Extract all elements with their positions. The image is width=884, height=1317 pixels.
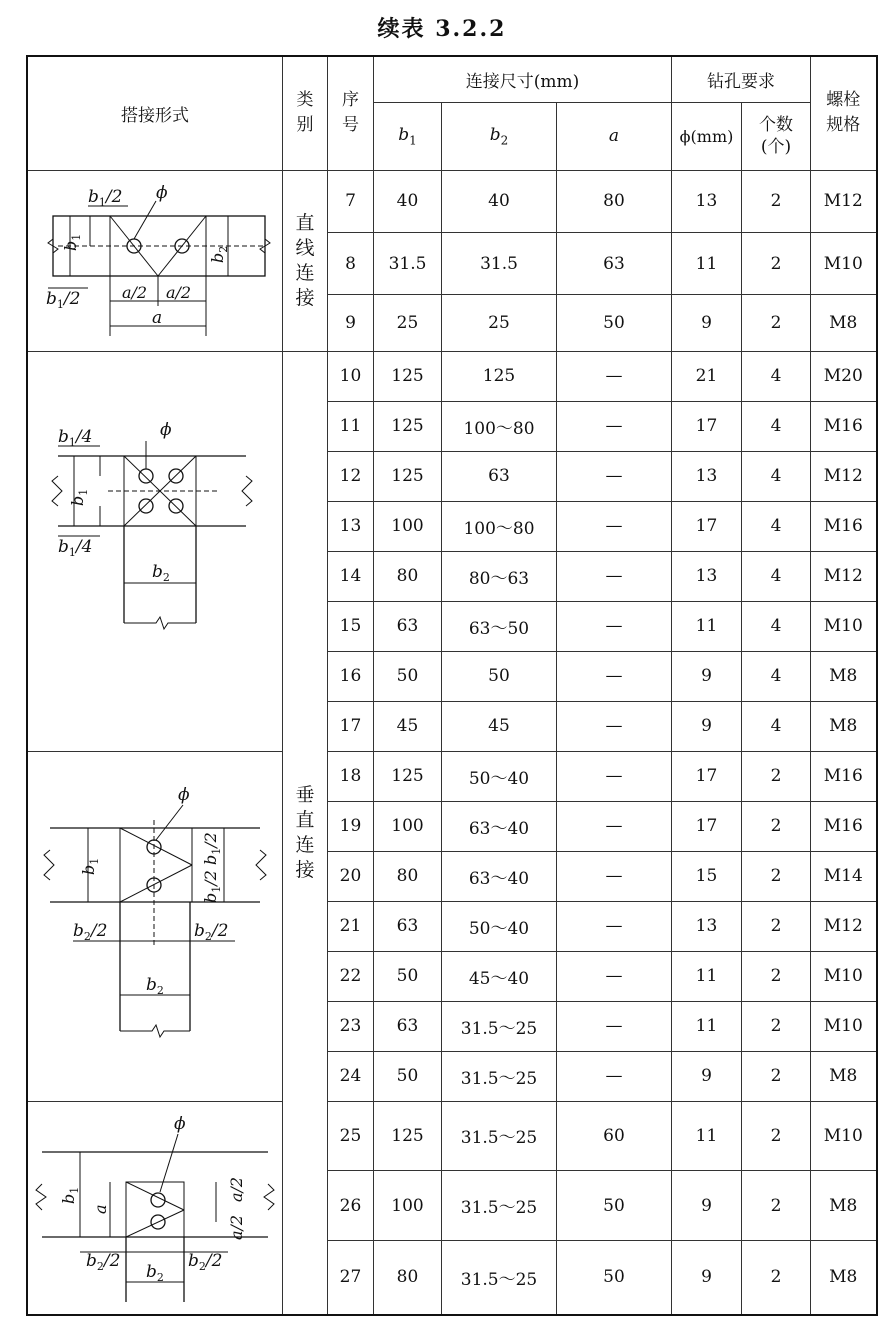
cell-phi: 17 bbox=[672, 501, 742, 551]
cell-b1: 31.5 bbox=[374, 232, 442, 294]
cell-bolt: M20 bbox=[811, 351, 877, 401]
cell-a: — bbox=[557, 401, 672, 451]
diagram-cell bbox=[27, 170, 283, 351]
svg-text:b1/2: $b_1/2$ bbox=[88, 186, 123, 209]
cell-bolt: M8 bbox=[811, 1241, 877, 1315]
svg-text:a: a bbox=[91, 1203, 110, 1214]
cell-b2: 31.5～25 bbox=[442, 1051, 557, 1101]
cell-n: 4 bbox=[742, 401, 811, 451]
svg-text:b1/2: $b_1/2$ bbox=[201, 869, 223, 903]
cell-a: — bbox=[557, 1001, 672, 1051]
cell-b1: 100 bbox=[374, 801, 442, 851]
svg-text:b2/2: $b_2/2$ bbox=[188, 1250, 223, 1273]
cell-b1: 63 bbox=[374, 1001, 442, 1051]
cell-b2: 40 bbox=[442, 170, 557, 232]
header-category-text: 类 别 bbox=[296, 90, 314, 136]
svg-text:ϕ: ϕ bbox=[156, 182, 168, 203]
table-row bbox=[27, 1101, 877, 1171]
cell-n: 4 bbox=[742, 701, 811, 751]
cell-b2: 31.5～25 bbox=[442, 1171, 557, 1241]
svg-text:b2/2: $b_2/2$ bbox=[86, 1250, 121, 1273]
cell-bolt: M12 bbox=[811, 170, 877, 232]
header-a: a bbox=[557, 102, 672, 170]
table-row bbox=[27, 170, 877, 232]
cell-phi: 9 bbox=[672, 651, 742, 701]
cell-phi: 9 bbox=[672, 701, 742, 751]
cell-n: 4 bbox=[742, 601, 811, 651]
cell-b2: 31.5～25 bbox=[442, 1241, 557, 1315]
cell-bolt: M16 bbox=[811, 751, 877, 801]
cell-phi: 21 bbox=[672, 351, 742, 401]
cell-n: 2 bbox=[742, 951, 811, 1001]
svg-text:a/2: a/2 bbox=[227, 1214, 246, 1240]
svg-text:b1: $b_1$ bbox=[79, 857, 101, 875]
cell-b1: 25 bbox=[374, 295, 442, 351]
cell-n: 4 bbox=[742, 451, 811, 501]
cell-n: 2 bbox=[742, 232, 811, 294]
cell-b2: 125 bbox=[442, 351, 557, 401]
svg-text:ϕ: ϕ bbox=[178, 784, 190, 805]
cell-b1: 125 bbox=[374, 401, 442, 451]
cell-n: 2 bbox=[742, 295, 811, 351]
cell-seq: 26 bbox=[328, 1171, 374, 1241]
cell-seq: 9 bbox=[328, 295, 374, 351]
cell-b2: 45 bbox=[442, 701, 557, 751]
cell-phi: 17 bbox=[672, 401, 742, 451]
header-conn-size: 连接尺寸(mm) bbox=[374, 56, 672, 102]
cell-b1: 125 bbox=[374, 1101, 442, 1171]
svg-text:b2: $b_2$ bbox=[146, 974, 164, 997]
cell-b2: 50 bbox=[442, 651, 557, 701]
cell-bolt: M8 bbox=[811, 1171, 877, 1241]
cell-b1: 125 bbox=[374, 751, 442, 801]
cell-n: 4 bbox=[742, 501, 811, 551]
cell-n: 4 bbox=[742, 351, 811, 401]
svg-text:b1/4: $b_1/4$ bbox=[58, 427, 93, 449]
cell-b1: 80 bbox=[374, 1241, 442, 1315]
svg-text:b1: $b_1$ bbox=[59, 1186, 81, 1204]
cell-seq: 11 bbox=[328, 401, 374, 451]
cell-bolt: M14 bbox=[811, 851, 877, 901]
header-count bbox=[742, 102, 811, 170]
cell-b1: 80 bbox=[374, 851, 442, 901]
cell-phi: 15 bbox=[672, 851, 742, 901]
cell-b1: 50 bbox=[374, 951, 442, 1001]
cell-b2: 25 bbox=[442, 295, 557, 351]
svg-text:b2/2: $b_2/2$ bbox=[73, 920, 108, 943]
diagram-cell bbox=[27, 351, 283, 751]
cell-bolt: M8 bbox=[811, 295, 877, 351]
cell-seq: 27 bbox=[328, 1241, 374, 1315]
cell-phi: 17 bbox=[672, 751, 742, 801]
cell-bolt: M8 bbox=[811, 651, 877, 701]
category-cell: 垂 直 连 接 bbox=[283, 351, 328, 1315]
cell-b1: 50 bbox=[374, 1051, 442, 1101]
cell-b1: 80 bbox=[374, 551, 442, 601]
svg-text:ϕ: ϕ bbox=[174, 1113, 186, 1134]
cell-b1: 50 bbox=[374, 651, 442, 701]
diagram-cell bbox=[27, 1101, 283, 1315]
cell-a: — bbox=[557, 451, 672, 501]
cell-b2: 63～50 bbox=[442, 601, 557, 651]
table-row bbox=[27, 751, 877, 801]
cell-a: 50 bbox=[557, 1171, 672, 1241]
tee-2bolt-diagram bbox=[28, 755, 282, 1098]
cell-seq: 10 bbox=[328, 351, 374, 401]
svg-text:b1/2: $b_1/2$ bbox=[46, 288, 81, 311]
cell-b2: 50～40 bbox=[442, 901, 557, 951]
cell-seq: 15 bbox=[328, 601, 374, 651]
cell-n: 2 bbox=[742, 170, 811, 232]
cell-b1: 45 bbox=[374, 701, 442, 751]
cell-bolt: M10 bbox=[811, 601, 877, 651]
cell-n: 2 bbox=[742, 1101, 811, 1171]
cell-phi: 11 bbox=[672, 232, 742, 294]
header-category bbox=[283, 56, 328, 170]
header-count-text: 个数 (个) bbox=[759, 115, 793, 157]
cell-phi: 9 bbox=[672, 1051, 742, 1101]
cell-a: — bbox=[557, 1051, 672, 1101]
cell-b2: 31.5～25 bbox=[442, 1001, 557, 1051]
cell-a: 50 bbox=[557, 295, 672, 351]
tee-4bolt-diagram bbox=[28, 361, 282, 741]
cell-n: 2 bbox=[742, 801, 811, 851]
header-seq bbox=[328, 56, 374, 170]
cell-b1: 63 bbox=[374, 601, 442, 651]
cell-a: — bbox=[557, 801, 672, 851]
cell-a: — bbox=[557, 751, 672, 801]
connection-table bbox=[26, 55, 878, 1316]
cell-a: — bbox=[557, 651, 672, 701]
cell-phi: 11 bbox=[672, 951, 742, 1001]
svg-text:b1: $b_1$ bbox=[68, 488, 90, 506]
svg-text:b2: $b_2$ bbox=[146, 1261, 164, 1284]
svg-text:b1/4: $b_1/4$ bbox=[58, 537, 93, 559]
cell-seq: 8 bbox=[328, 232, 374, 294]
cell-phi: 13 bbox=[672, 451, 742, 501]
cell-a: 50 bbox=[557, 1241, 672, 1315]
cell-b1: 63 bbox=[374, 901, 442, 951]
cell-bolt: M16 bbox=[811, 401, 877, 451]
cell-b2: 31.5 bbox=[442, 232, 557, 294]
cell-phi: 17 bbox=[672, 801, 742, 851]
header-bolt bbox=[811, 56, 877, 170]
cell-b1: 100 bbox=[374, 1171, 442, 1241]
cell-seq: 24 bbox=[328, 1051, 374, 1101]
cell-a: — bbox=[557, 501, 672, 551]
cell-phi: 9 bbox=[672, 1171, 742, 1241]
cell-bolt: M12 bbox=[811, 451, 877, 501]
straight-joint-diagram bbox=[28, 171, 282, 351]
cell-n: 2 bbox=[742, 851, 811, 901]
cell-b2: 100～80 bbox=[442, 401, 557, 451]
cell-phi: 11 bbox=[672, 1001, 742, 1051]
cell-a: — bbox=[557, 551, 672, 601]
header-b1: $b_1$ bbox=[374, 102, 442, 170]
cell-bolt: M8 bbox=[811, 701, 877, 751]
cell-n: 2 bbox=[742, 1051, 811, 1101]
cell-seq: 21 bbox=[328, 901, 374, 951]
cell-a: — bbox=[557, 851, 672, 901]
svg-text:ϕ: ϕ bbox=[160, 420, 172, 440]
cell-b1: 40 bbox=[374, 170, 442, 232]
cell-phi: 13 bbox=[672, 901, 742, 951]
cell-bolt: M10 bbox=[811, 951, 877, 1001]
cell-b1: 125 bbox=[374, 351, 442, 401]
cell-seq: 22 bbox=[328, 951, 374, 1001]
cell-phi: 11 bbox=[672, 601, 742, 651]
cell-b1: 100 bbox=[374, 501, 442, 551]
cell-seq: 17 bbox=[328, 701, 374, 751]
cell-n: 2 bbox=[742, 1171, 811, 1241]
svg-text:a/2: a/2 bbox=[166, 282, 192, 302]
cell-b2: 80～63 bbox=[442, 551, 557, 601]
cell-b1: 125 bbox=[374, 451, 442, 501]
svg-text:b2/2: $b_2/2$ bbox=[194, 920, 229, 943]
cell-n: 2 bbox=[742, 751, 811, 801]
svg-text:b2: $b_2$ bbox=[152, 562, 170, 584]
header-seq-text: 序 号 bbox=[342, 90, 359, 136]
cell-seq: 14 bbox=[328, 551, 374, 601]
header-b2: $b_2$ bbox=[442, 102, 557, 170]
cell-bolt: M12 bbox=[811, 551, 877, 601]
cell-bolt: M10 bbox=[811, 1001, 877, 1051]
cell-b2: 100～80 bbox=[442, 501, 557, 551]
cell-seq: 19 bbox=[328, 801, 374, 851]
cell-phi: 13 bbox=[672, 551, 742, 601]
cell-n: 2 bbox=[742, 901, 811, 951]
cell-n: 4 bbox=[742, 651, 811, 701]
cell-b2: 45～40 bbox=[442, 951, 557, 1001]
cell-seq: 18 bbox=[328, 751, 374, 801]
cell-bolt: M8 bbox=[811, 1051, 877, 1101]
category-cell: 直 线 连 接 bbox=[283, 170, 328, 351]
header-form: 搭接形式 bbox=[27, 56, 283, 170]
cell-seq: 13 bbox=[328, 501, 374, 551]
svg-text:b2: $b_2$ bbox=[208, 245, 230, 263]
cell-phi: 11 bbox=[672, 1101, 742, 1171]
header-drill: 钻孔要求 bbox=[672, 56, 811, 102]
cell-a: — bbox=[557, 601, 672, 651]
svg-text:a: a bbox=[152, 307, 163, 328]
cell-bolt: M16 bbox=[811, 501, 877, 551]
cell-a: — bbox=[557, 901, 672, 951]
cell-a: — bbox=[557, 701, 672, 751]
cell-bolt: M10 bbox=[811, 1101, 877, 1171]
cell-b2: 63～40 bbox=[442, 851, 557, 901]
cell-bolt: M10 bbox=[811, 232, 877, 294]
cell-phi: 9 bbox=[672, 295, 742, 351]
cell-n: 2 bbox=[742, 1001, 811, 1051]
cell-a: — bbox=[557, 351, 672, 401]
cell-b2: 50～40 bbox=[442, 751, 557, 801]
cell-seq: 7 bbox=[328, 170, 374, 232]
cell-a: 63 bbox=[557, 232, 672, 294]
cell-n: 2 bbox=[742, 1241, 811, 1315]
cell-bolt: M12 bbox=[811, 901, 877, 951]
cell-phi: 13 bbox=[672, 170, 742, 232]
header-phi: ϕ(mm) bbox=[672, 102, 742, 170]
cell-a: — bbox=[557, 951, 672, 1001]
table-row bbox=[27, 351, 877, 401]
cell-seq: 25 bbox=[328, 1101, 374, 1171]
cell-a: 80 bbox=[557, 170, 672, 232]
cell-seq: 23 bbox=[328, 1001, 374, 1051]
cell-n: 4 bbox=[742, 551, 811, 601]
cell-phi: 9 bbox=[672, 1241, 742, 1315]
cell-bolt: M16 bbox=[811, 801, 877, 851]
cell-b2: 31.5～25 bbox=[442, 1101, 557, 1171]
cell-seq: 16 bbox=[328, 651, 374, 701]
cell-seq: 20 bbox=[328, 851, 374, 901]
svg-text:b1/2: $b_1/2$ bbox=[201, 831, 223, 865]
tee-2bolt-a-diagram bbox=[28, 1102, 282, 1314]
cell-b2: 63～40 bbox=[442, 801, 557, 851]
svg-text:a/2: a/2 bbox=[227, 1176, 246, 1202]
table-title: 续表 3.2.2 bbox=[377, 16, 507, 42]
header-bolt-text: 螺栓 规格 bbox=[826, 90, 861, 136]
cell-b2: 63 bbox=[442, 451, 557, 501]
svg-text:b1: $b_1$ bbox=[61, 233, 83, 251]
cell-seq: 12 bbox=[328, 451, 374, 501]
cell-a: 60 bbox=[557, 1101, 672, 1171]
svg-text:a/2: a/2 bbox=[122, 282, 148, 302]
diagram-cell bbox=[27, 751, 283, 1101]
